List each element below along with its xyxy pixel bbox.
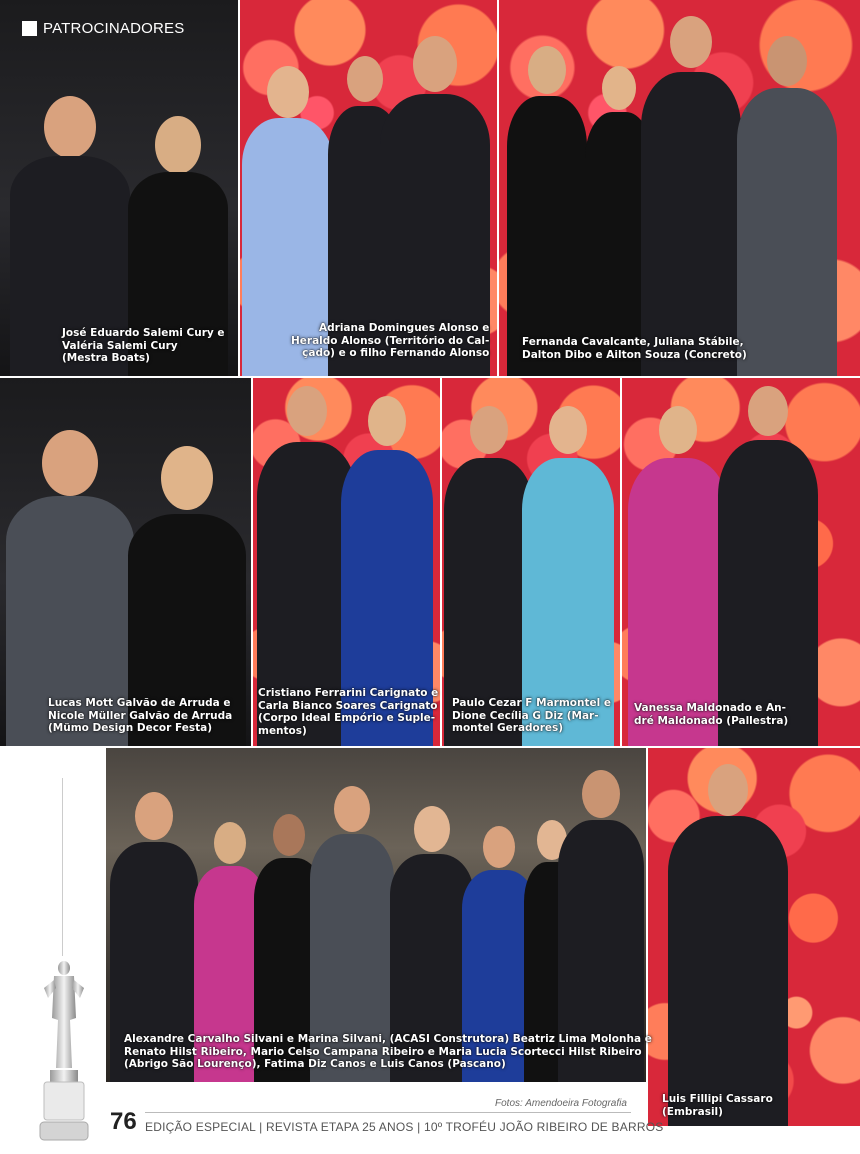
page-number: 76: [110, 1108, 137, 1135]
person-figure: [507, 46, 587, 376]
photo-caption: Fernanda Cavalcante, Juliana Stábile, Dalton Dibo e Ailton Souza (Concreto): [522, 336, 747, 361]
footer-text: EDIÇÃO ESPECIAL | REVISTA ETAPA 25 ANOS | 10º TROFÉU JOÃO RIBEIRO DE BARROS: [145, 1120, 664, 1134]
person-figure: [628, 406, 728, 746]
photo-caption: Paulo Cezar F Marmontel e Dione Cecília G Diz (Mar- montel Geradores): [452, 697, 611, 734]
photo-caption: Cristiano Ferrarini Carignato e Carla Bianco Soares Carignato (Corpo Ideal Empório e Suple- mentos): [258, 687, 439, 737]
section-header: [22, 20, 184, 37]
photo-group-hall: [106, 748, 646, 1082]
divider: [62, 778, 63, 956]
photo-concreto: [499, 0, 860, 376]
photo-galvao-arruda: [0, 378, 251, 746]
photo-caption: Lucas Mott Galvão de Arruda e Nicole Müller Galvão de Arruda (Mümo Design Decor Festa): [48, 697, 233, 734]
person-figure: [444, 406, 534, 746]
photo-caption: Adriana Domingues Alonso e Heraldo Alonso (Território do Cal- çado) e o filho Fernando Alonso: [291, 322, 490, 359]
section-marker: [22, 21, 37, 36]
photo-caption: José Eduardo Salemi Cury e Valéria Salemi Cury (Mestra Boats): [62, 327, 225, 364]
photo-marmontel: [442, 378, 620, 746]
trophy-icon: [36, 958, 92, 1148]
photo-credit: Fotos: Amendoeira Fotografia: [495, 1098, 627, 1109]
section-title: PATROCINADORES: [43, 20, 185, 37]
photo-caption: Vanessa Maldonado e An- dré Maldonado (Pallestra): [634, 702, 789, 727]
person-figure: [6, 406, 134, 746]
person-figure: [522, 406, 614, 746]
person-figure: [718, 386, 818, 746]
person-figure: [737, 36, 837, 376]
photo-maldonado: [622, 378, 860, 746]
footer-rule: [145, 1112, 631, 1113]
photo-caption: Luis Fillipi Cassaro (Embrasil): [662, 1093, 773, 1118]
photo-alonso: [240, 0, 497, 376]
person-figure: [668, 756, 788, 1126]
photo-salemi-cury: [0, 0, 238, 376]
photo-cassaro: [648, 748, 860, 1126]
person-figure: [641, 16, 741, 376]
photo-caption: Alexandre Carvalho Silvani e Marina Silvani, (ACASI Construtora) Beatriz Lima Molonha e Renato Hilst Ribeiro, Mario Celso Campana Ribeiro e Maria Lucia Scortecci Hilst Ribeiro (Abrigo São Lourenço), Fatima Diz Canos e Luis Canos (Pascano): [124, 1033, 652, 1070]
